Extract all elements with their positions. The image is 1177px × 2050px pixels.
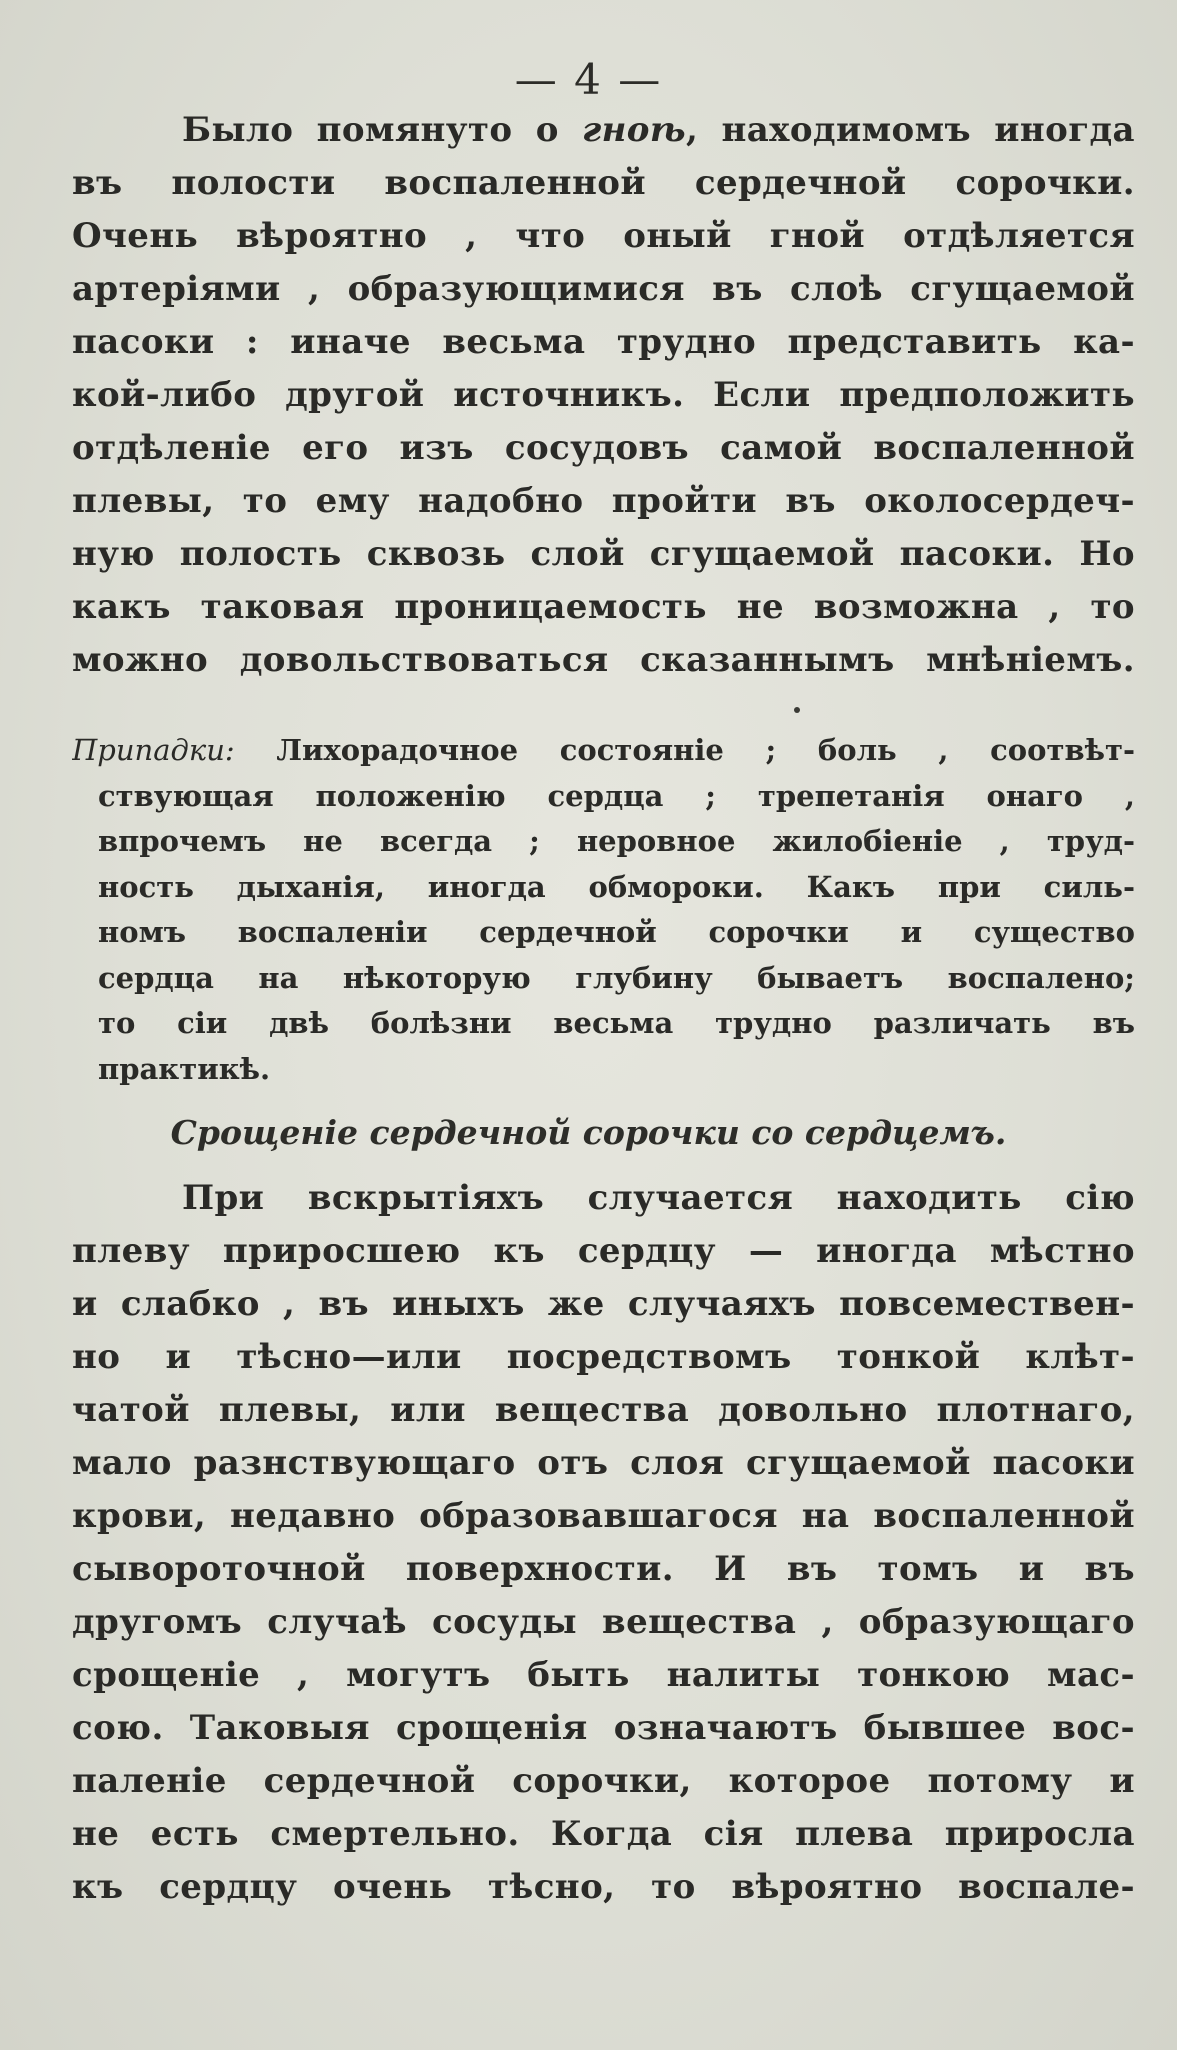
text-line: какъ таковая проницаемость не возможна , то [72,587,1135,627]
text-line: можно довольствоваться сказаннымъ мнѣніемъ. [72,640,1135,680]
text-line: и слабко , въ иныхъ же случаяхъ повсемествен- [72,1284,1135,1324]
paragraph-pus [72,104,1135,687]
page-number: — 4 — [514,55,663,104]
text-line: другомъ случаѣ сосуды вещества , образующаго [72,1602,1135,1642]
text-line: сердца на нѣкоторую глубину бываетъ воспалено; [98,960,1135,995]
text-line: паленіе сердечной сорочки, которое потому и [72,1761,1135,1801]
text-line: впрочемъ не всегда ; неровное жилобіеніе , труд- [98,824,1135,858]
text-line: отдѣленіе его изъ сосудовъ самой воспаленной [72,428,1135,468]
text-line: Очень вѣроятно , что оный гной отдѣляется [72,216,1135,256]
text-line: плевы, то ему надобно пройти въ околосердеч- [72,481,1135,521]
text-line: пасоки : иначе весьма трудно представить ка- [72,322,1135,362]
text-line: ность дыханія, иногда обмороки. Какъ при силь- [98,869,1135,904]
text-line: но и тѣсно—или посредствомъ тонкой клѣт- [72,1337,1135,1377]
text-line: сою. Таковыя срощенія означаютъ бывшее вос- [72,1708,1135,1748]
text-line: срощеніе , могутъ быть налиты тонкою мас- [72,1655,1135,1695]
text-line: плеву приросшею къ сердцу — иногда мѣстно [72,1231,1135,1271]
symptoms-label: Припадки: [72,733,235,767]
section-heading: Срощеніе сердечной сорочки со сердцемъ. [170,1113,1007,1152]
paragraph-symptoms [72,728,1135,1092]
text-line: въ полости воспаленной сердечной сорочки. [72,163,1135,203]
text-line: не есть смертельно. Когда сія плева приросла [72,1814,1135,1854]
ink-dot [794,707,800,713]
text-line: Припадки: Лихорадочное состояніе ; боль , соотвѣт- [72,733,1135,767]
text-line: кой-либо другой источникъ. Если предположить [72,375,1135,415]
text-line: Было помянуто о гноѣ, находимомъ иногда [182,110,1135,150]
text-line: При вскрытіяхъ случается находить сію [182,1178,1135,1218]
italic-term: гноѣ [582,110,686,150]
text-line: мало разнствующаго отъ слоя сгущаемой пасоки [72,1443,1135,1483]
text-line: номъ воспаленіи сердечной сорочки и существо [98,915,1135,949]
text-line: практикѣ. [98,1051,271,1086]
text-line: то сіи двѣ болѣзни весьма трудно различать въ [98,1006,1135,1040]
text-line: сывороточной поверхности. И въ томъ и въ [72,1549,1135,1589]
text-line: къ сердцу очень тѣсно, то вѣроятно воспале- [72,1867,1135,1907]
text-line: ствующая положенію сердца ; трепетанія онаго , [98,778,1135,813]
text-line: крови, недавно образовавшагося на воспаленной [72,1496,1135,1536]
text-line: ную полость сквозь слой сгущаемой пасоки. Но [72,534,1135,574]
paragraph-adhesion [72,1172,1135,1914]
text-line: чатой плевы, или вещества довольно плотнаго, [72,1390,1135,1430]
text-line: артеріями , образующимися въ слоѣ сгущаемой [72,269,1135,309]
